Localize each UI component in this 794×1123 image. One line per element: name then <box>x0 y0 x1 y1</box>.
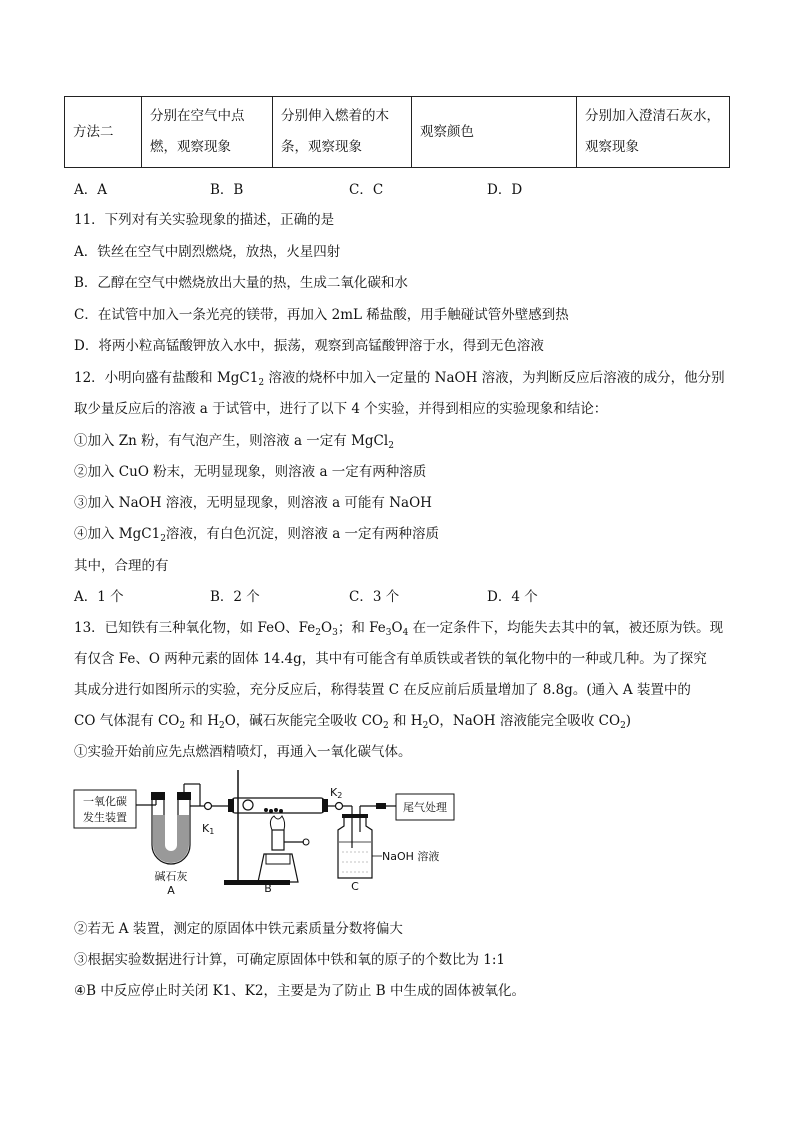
gas-washing-bottle-c <box>338 814 372 878</box>
q10-option-c: C．C <box>349 182 384 198</box>
q13-statement-1: ①实验开始前应先点燃酒精喷灯，再通入一氧化碳气体。 <box>74 744 412 760</box>
q11-stem: 11．下列对有关实验现象的描述，正确的是 <box>74 212 335 228</box>
q13-statement-3: ③根据实验数据进行计算，可确定原固体中铁和氧的原子的个数比为 1:1 <box>74 952 506 968</box>
table-cell: 分别在空气中点燃，观察现象 <box>142 97 273 168</box>
q12-statement-3: ③加入 NaOH 溶液，无明显现象，则溶液 a 可能有 NaOH <box>74 495 432 511</box>
methods-table <box>64 96 730 168</box>
subscript: 3 <box>385 628 392 638</box>
subscript: 2 <box>179 721 186 731</box>
valve-k1 <box>205 803 212 810</box>
tail-gas-label: 尾气处理 <box>403 801 447 814</box>
table-row-label: 方法二 <box>65 97 142 168</box>
subscript: 2 <box>422 721 429 731</box>
alcohol-blast-lamp <box>258 816 309 882</box>
naoh-label: NaOH 溶液 <box>382 850 440 863</box>
subscript: 2 <box>218 721 225 731</box>
subscript: 2 <box>620 721 626 731</box>
q13-stem-line2: 有仅含 Fe、O 两种元素的固体 14.4g，其中有可能含有单质铁或者铁的氧化物中的一种或几种。为了探究 <box>74 651 707 667</box>
statement-text: ④加入 MgC1 <box>74 526 161 542</box>
q12-statement-1 <box>74 429 394 449</box>
q11-option-d: D．将两小粒高锰酸钾放入水中，振荡，观察到高锰酸钾溶于水，得到无色溶液 <box>74 338 544 354</box>
q12-tail: 其中，合理的有 <box>74 558 169 574</box>
solid-sample <box>264 808 283 813</box>
stem-text: 和 H <box>388 713 423 729</box>
stem-text: ；和 Fe <box>337 620 386 636</box>
q12-statement-4 <box>74 522 439 542</box>
label-c: C <box>351 880 359 893</box>
stem-text: O，碱石灰能完全吸收 CO <box>224 713 383 729</box>
clamp <box>243 800 253 810</box>
statement-text: ①加入 Zn 粉，有气泡产生，则溶液 a 一定有 MgCl <box>74 433 389 449</box>
stopper <box>151 792 165 800</box>
subscript: 2 <box>315 628 322 638</box>
stopper <box>322 799 328 812</box>
stem-text: ) <box>625 713 632 729</box>
q13-stem-line1 <box>74 616 723 636</box>
table-cell: 观察颜色 <box>412 97 577 168</box>
label-a: A <box>167 884 175 895</box>
u-tube-a <box>151 792 191 864</box>
q11-option-b: B．乙醇在空气中燃烧放出大量的热，生成二氧化碳和水 <box>74 275 408 291</box>
q13-statement-4: ④B 中反应停止时关闭 K1、K2，主要是为了防止 B 中生成的固体被氧化。 <box>74 983 525 999</box>
stem-text: O <box>391 620 403 636</box>
subscript: 3 <box>332 628 338 638</box>
q12-stem-line1 <box>74 366 725 386</box>
stem-text: CO 气体混有 CO <box>74 713 180 729</box>
stem-text: 和 H <box>185 713 219 729</box>
subscript: 2 <box>382 721 389 731</box>
q12-stem-line2: 取少量反应后的溶液 a 于试管中，进行了以下 4 个实验，并得到相应的实验现象和结论： <box>74 401 608 417</box>
q13-statement-2: ②若无 A 装置，测定的原固体中铁元素质量分数将偏大 <box>74 921 403 937</box>
q12-option-c: C．3 个 <box>349 589 400 605</box>
subscript: 2 <box>160 534 166 544</box>
stem-text: 在一定条件下，均能失去其中的氧，被还原为铁。现 <box>408 620 724 636</box>
q12-option-a: A．1 个 <box>74 589 124 605</box>
soda-lime-label: 碱石灰 <box>154 870 188 883</box>
co-generator-label-1: 一氧化碳 <box>83 795 127 808</box>
subscript: 4 <box>402 628 409 638</box>
stem-text: O，NaOH 溶液能完全吸收 CO <box>428 713 621 729</box>
hose <box>376 803 386 809</box>
label-b: B <box>264 882 272 895</box>
stopper <box>228 799 234 812</box>
stem-text: O <box>321 620 333 636</box>
q12-option-b: B．2 个 <box>210 589 260 605</box>
stem-text: 13．已知铁有三种氧化物，如 FeO、Fe <box>74 620 316 636</box>
table-cell: 分别加入澄清石灰水，观察现象 <box>577 97 730 168</box>
q12-option-d: D．4 个 <box>487 589 538 605</box>
subscript: 2 <box>258 378 265 388</box>
q12-stem-text: 12．小明向盛有盐酸和 MgC1 <box>74 370 259 386</box>
co-generator-label-2: 发生装置 <box>83 811 127 824</box>
q11-option-a: A．铁丝在空气中剧烈燃烧，放热，火星四射 <box>74 244 341 260</box>
table-row <box>65 97 730 168</box>
valve-k2 <box>336 803 343 810</box>
q13-stem-line3: 其成分进行如图所示的实验，充分反应后，称得装置 C 在反应前后质量增加了 8.8g。(通入 A 装置中的 <box>74 682 691 698</box>
q12-stem-text: 溶液的烧杯中加入一定量的 NaOH 溶液，为判断反应后溶液的成分，他分别 <box>264 370 725 386</box>
table-cell: 分别伸入燃着的木条，观察现象 <box>273 97 412 168</box>
statement-text: 溶液，有白色沉淀，则溶液 a 一定有两种溶质 <box>165 526 440 542</box>
k1-label: K1 <box>202 822 215 836</box>
q10-option-d: D．D <box>487 182 523 198</box>
q10-option-a: A．A <box>74 182 107 198</box>
k2-label: K2 <box>330 786 343 800</box>
apparatus-diagram <box>72 770 492 895</box>
q13-stem-line4 <box>74 709 631 729</box>
subscript: 2 <box>388 441 394 451</box>
q10-option-b: B．B <box>210 182 244 198</box>
q12-statement-2: ②加入 CuO 粉末，无明显现象，则溶液 a 一定有两种溶质 <box>74 464 427 480</box>
q11-option-c: C．在试管中加入一条光亮的镁带，再加入 2mL 稀盐酸，用手触碰试管外壁感到热 <box>74 307 569 323</box>
